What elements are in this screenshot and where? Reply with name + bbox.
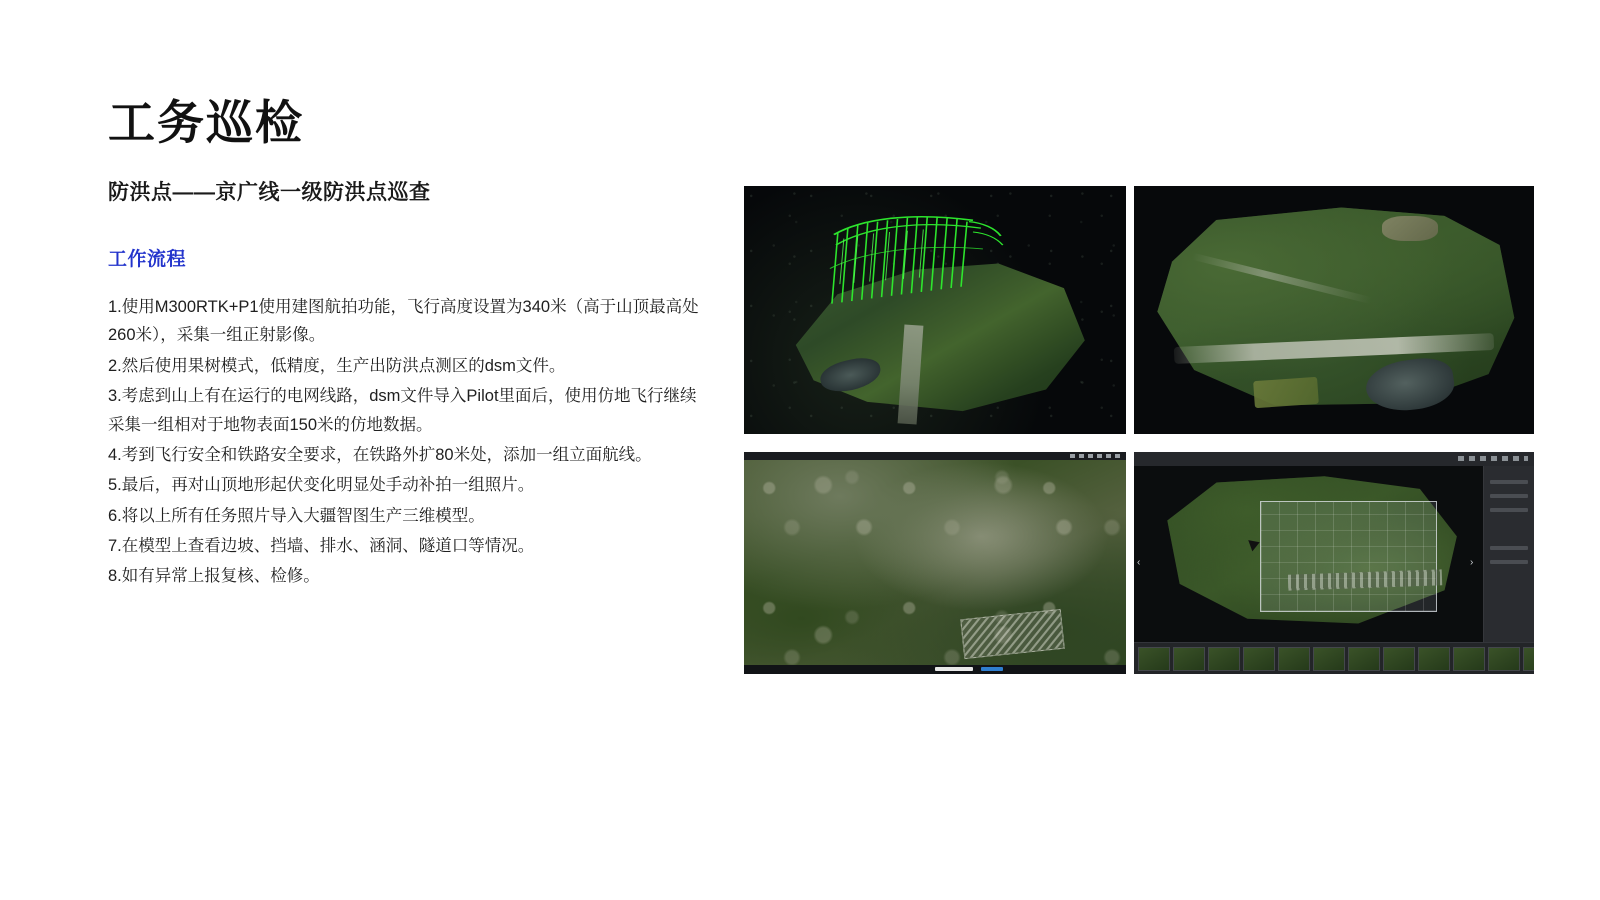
flight-path-lines-icon <box>824 206 1023 310</box>
list-item[interactable] <box>1138 647 1170 671</box>
list-item: 1.使用M300RTK+P1使用建图航拍功能，飞行高度设置为340米（高于山顶最高处260米），采集一组正射影像。 <box>108 298 699 345</box>
field-patch <box>1253 377 1319 409</box>
bare-ground-patch <box>1382 216 1438 241</box>
page-title: 工务巡检 <box>108 96 304 149</box>
chevron-left-icon[interactable]: ‹ <box>1137 557 1141 568</box>
list-item: 6.将以上所有任务照片导入大疆智图生产三维模型。 <box>108 506 485 525</box>
image-grid-row-bottom <box>744 452 1536 674</box>
image-flightpath-model <box>744 186 1126 434</box>
scale-bar <box>935 667 973 671</box>
list-item[interactable] <box>1348 647 1380 671</box>
app-toolbar <box>1134 452 1534 467</box>
list-item: 8.如有异常上报复核、检修。 <box>108 567 320 586</box>
image-orthomosaic <box>1134 186 1534 434</box>
panel-row[interactable] <box>1490 494 1528 498</box>
list-item[interactable] <box>1383 647 1415 671</box>
right-side-panel[interactable] <box>1483 466 1534 642</box>
page-subtitle: 防洪点——京广线一级防洪点巡查 <box>108 181 431 205</box>
chevron-right-icon[interactable]: › <box>1470 557 1474 568</box>
list-item: 5.最后，再对山顶地形起伏变化明显处手动补拍一组照片。 <box>108 476 535 495</box>
panel-row[interactable] <box>1490 560 1528 564</box>
photo-filmstrip[interactable] <box>1134 642 1534 674</box>
image-grid-row-top <box>744 186 1536 434</box>
list-item[interactable] <box>1488 647 1520 671</box>
model-viewport[interactable] <box>1134 466 1484 642</box>
toolbar-icons <box>1070 454 1122 458</box>
panel-row[interactable] <box>1490 546 1528 550</box>
viewer-top-bar <box>744 452 1126 460</box>
list-item: 2.然后使用果树模式，低精度，生产出防洪点测区的dsm文件。 <box>108 356 566 375</box>
list-item[interactable] <box>1523 647 1534 671</box>
list-item[interactable] <box>1313 647 1345 671</box>
list-item[interactable] <box>1453 647 1485 671</box>
viewer-bottom-bar <box>744 665 1126 674</box>
list-item: 3.考虑到山上有在运行的电网线路，dsm文件导入Pilot里面后，使用仿地飞行继续采集一组相对于地物表面150米的仿地数据。 <box>108 387 697 434</box>
section-heading-workflow: 工作流程 <box>108 249 187 271</box>
list-item[interactable] <box>1278 647 1310 671</box>
list-item[interactable] <box>1173 647 1205 671</box>
list-item[interactable] <box>1418 647 1450 671</box>
image-software-ui <box>1134 452 1534 674</box>
list-item[interactable] <box>1208 647 1240 671</box>
toolbar-icons <box>1458 456 1528 461</box>
left-content-column <box>108 96 708 593</box>
panel-row[interactable] <box>1490 508 1528 512</box>
rock-texture-overlay <box>744 452 1126 674</box>
image-grid <box>744 186 1536 674</box>
workflow-step-list <box>108 293 708 591</box>
list-item: 4.考到飞行安全和铁路安全要求，在铁路外扩80米处，添加一组立面航线。 <box>108 445 652 464</box>
selection-grid-overlay <box>1261 502 1436 611</box>
list-item: 7.在模型上查看边坡、挡墙、排水、涵洞、隧道口等情况。 <box>108 537 535 556</box>
progress-indicator <box>981 667 1003 671</box>
image-slope-photo <box>744 452 1126 674</box>
selection-box[interactable] <box>1260 501 1437 612</box>
panel-row[interactable] <box>1490 480 1528 484</box>
list-item[interactable] <box>1243 647 1275 671</box>
